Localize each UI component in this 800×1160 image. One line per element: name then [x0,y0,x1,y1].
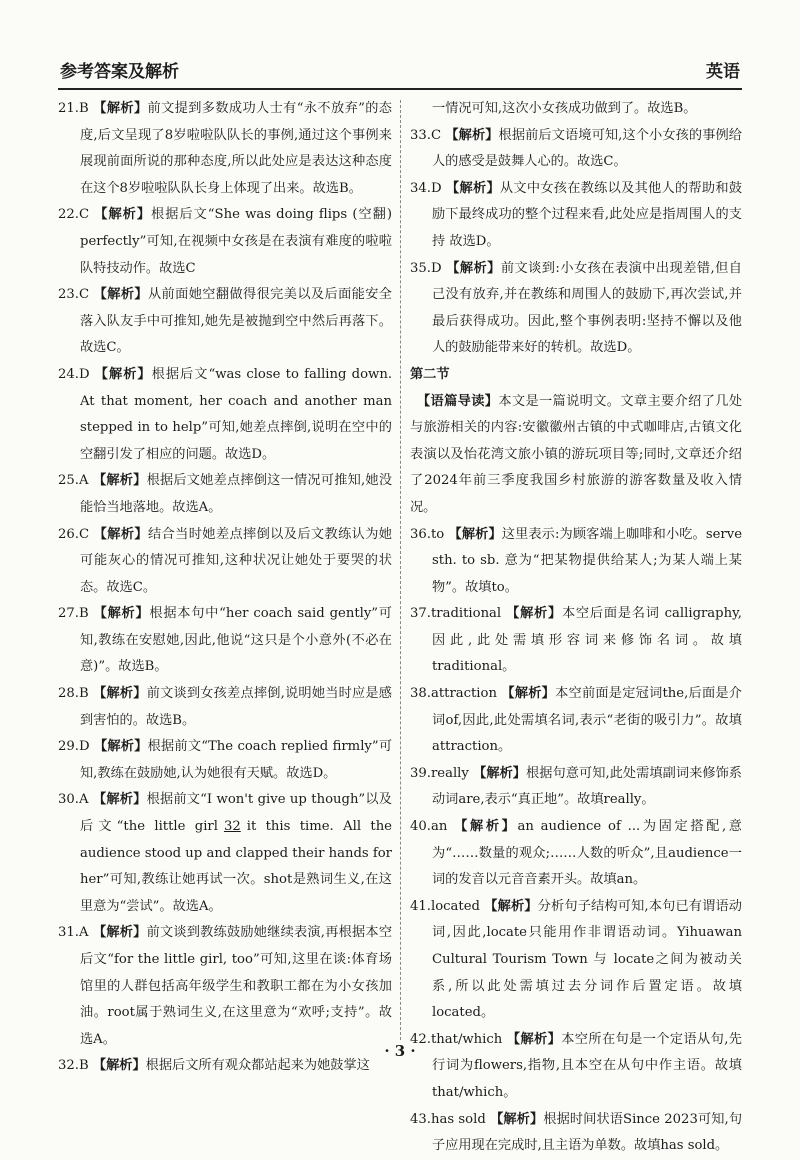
answer-item-29: 29.D 【解析】根据前文“The coach replied firmly”可知,教练在鼓励她,认为她很有天赋。故选D。 [58,739,393,781]
answer-item-37: 37.traditional 【解析】本空后面是名词 calligraphy,因此,此处需填形容词来修饰名词。故填traditional。 [410,606,742,675]
answer-item-27: 27.B 【解析】根据本句中“her coach said gently”可知,教练在安慰她,因此,他说“这只是个小意外(不必在意)”。故选B。 [58,606,392,675]
header-subject: 英语 [706,62,740,82]
answer-item-23: 23.C 【解析】从前面她空翻做得很完美以及后面能安全落入队友手中可推知,她先是被抛到空中然后再落下。故选C。 [58,287,392,356]
answer-item-26: 26.C 【解析】结合当时她差点摔倒以及后文教练认为她可能灰心的情况可推知,这种状况让她处于要哭的状态。故选C。 [58,526,392,595]
answer-item-30: 30.A 【解析】根据前文“I won't give up though”以及后文“the little girl 32 it this time. All the audience stood up and clapped their hands for her”可知,教练让她再试一次。shot是熟词生义,在这里意为“尝试”。故选A。 [58,792,392,914]
blank-number: 32 [223,819,241,835]
answer-item-38: 38.attraction 【解析】本空前面是定冠词the,后面是介词of,因此,此处需填名词,表示“老街的吸引力”。故填attraction。 [410,686,742,755]
answer-item-34: 34.D 【解析】从文中女孩在教练以及其他人的帮助和鼓励下最终成功的整个过程来看,此处应是指周围人的支持 故选D。 [410,180,743,249]
answer-item-32-continued: 一情况可知,这次小女孩成功做到了。故选B。 [432,101,697,116]
answer-item-43: 43.has sold 【解析】根据时间状语Since 2023可知,句子应用现在完成时,且主语为单数。故填has sold。 [410,1111,743,1154]
answer-item-21: 21.B 【解析】前文提到多数成功人士有“永不放弃”的态度,后文呈现了8岁啦啦队队长的事例,通过这个事例来展现前面所说的那种态度,所以此处应是表达这种态度在这个8岁啦啦队队长身上体现了出来。故选B。 [58,101,392,196]
answer-item-28: 28.B 【解析】前文谈到女孩差点摔倒,说明她当时应是感到害怕的。故选B。 [58,686,392,728]
answer-item-42: 42.that/which 【解析】本空所在句是一个定语从句,先行词为flowers,指物,且本空在从句中作主语。故填that/which。 [410,1031,742,1100]
answer-item-33: 33.C 【解析】根据前后文语境可知,这个小女孩的事例给人的感受是鼓舞人心的。故选C。 [410,127,742,170]
answer-item-22: 22.C 【解析】根据后文“She was doing flips (空翻) perfectly”可知,在视频中女孩是在表演有难度的啦啦队特技动作。故选C [58,207,392,276]
page-header [58,52,742,90]
header-title: 参考答案及解析 [60,62,179,82]
answer-item-25: 25.A 【解析】根据后文她差点摔倒这一情况可推知,她没能恰当地落地。故选A。 [58,473,393,515]
answer-item-24: 24.D 【解析】根据后文“was close to falling down. At that moment, her coach and another man stepped in to help”可知,她差点摔倒,说明在空中的空翻引发了相应的问题。故选D。 [58,366,393,462]
answer-item-36: 36.to 【解析】这里表示:为顾客端上咖啡和小吃。serve sth. to sb. 意为“把某物提供给某人;为某人端上某物”。故填to。 [410,526,742,595]
answer-item-40: 40.an 【解析】an audience of ...为固定搭配,意为“……数量的观众;……人数的听众”,且audience一词的发音以元音音素开头。故填an。 [410,819,742,888]
page-number: · 3 · [384,1042,416,1060]
answer-item-32: 32.B 【解析】根据后文所有观众都站起来为她鼓掌这 [58,1058,370,1074]
answer-item-39: 39.really 【解析】根据句意可知,此处需填副词来修饰系动词are,表示“真正地”。故填really。 [410,765,742,808]
answer-item-41: 41.located 【解析】分析句子结构可知,本句已有谓语动词,因此,locate只能用作非谓语动词。Yihuawan Cultural Tourism Town 与 locate之间为被动关系,所以此处需填过去分词作后置定语。故填located。 [410,898,742,1021]
passage-guide: 【语篇导读】本文是一篇说明文。文章主要介绍了几处与旅游相关的内容:安徽徽州古镇的中式咖啡店,古镇文化表演以及怡花湾文旅小镇的游玩项目等;同时,文章还介绍了2024年前三季度我国乡村旅游的游客数量及收入情况。 [410,393,743,515]
left-column [58,96,392,1080]
column-divider [400,100,401,1040]
right-column [410,96,742,1160]
section-title: 第二节 [410,366,450,382]
answer-item-35: 35.D 【解析】前文谈到:小女孩在表演中出现差错,但自己没有放弃,并在教练和周围人的鼓励下,再次尝试,并最后获得成功。因此,整个事例表明:坚持不懈以及他人的鼓励能带来好的转机。故选D。 [410,260,742,356]
answer-item-31: 31.A 【解析】前文谈到教练鼓励她继续表演,再根据本空后文“for the little girl, too”可知,这里在谈:体育场馆里的人群包括高年级学生和教职工都在为小女孩加油。root属于熟词生义,在这里意为“欢呼;支持”。故选A。 [58,925,393,1047]
